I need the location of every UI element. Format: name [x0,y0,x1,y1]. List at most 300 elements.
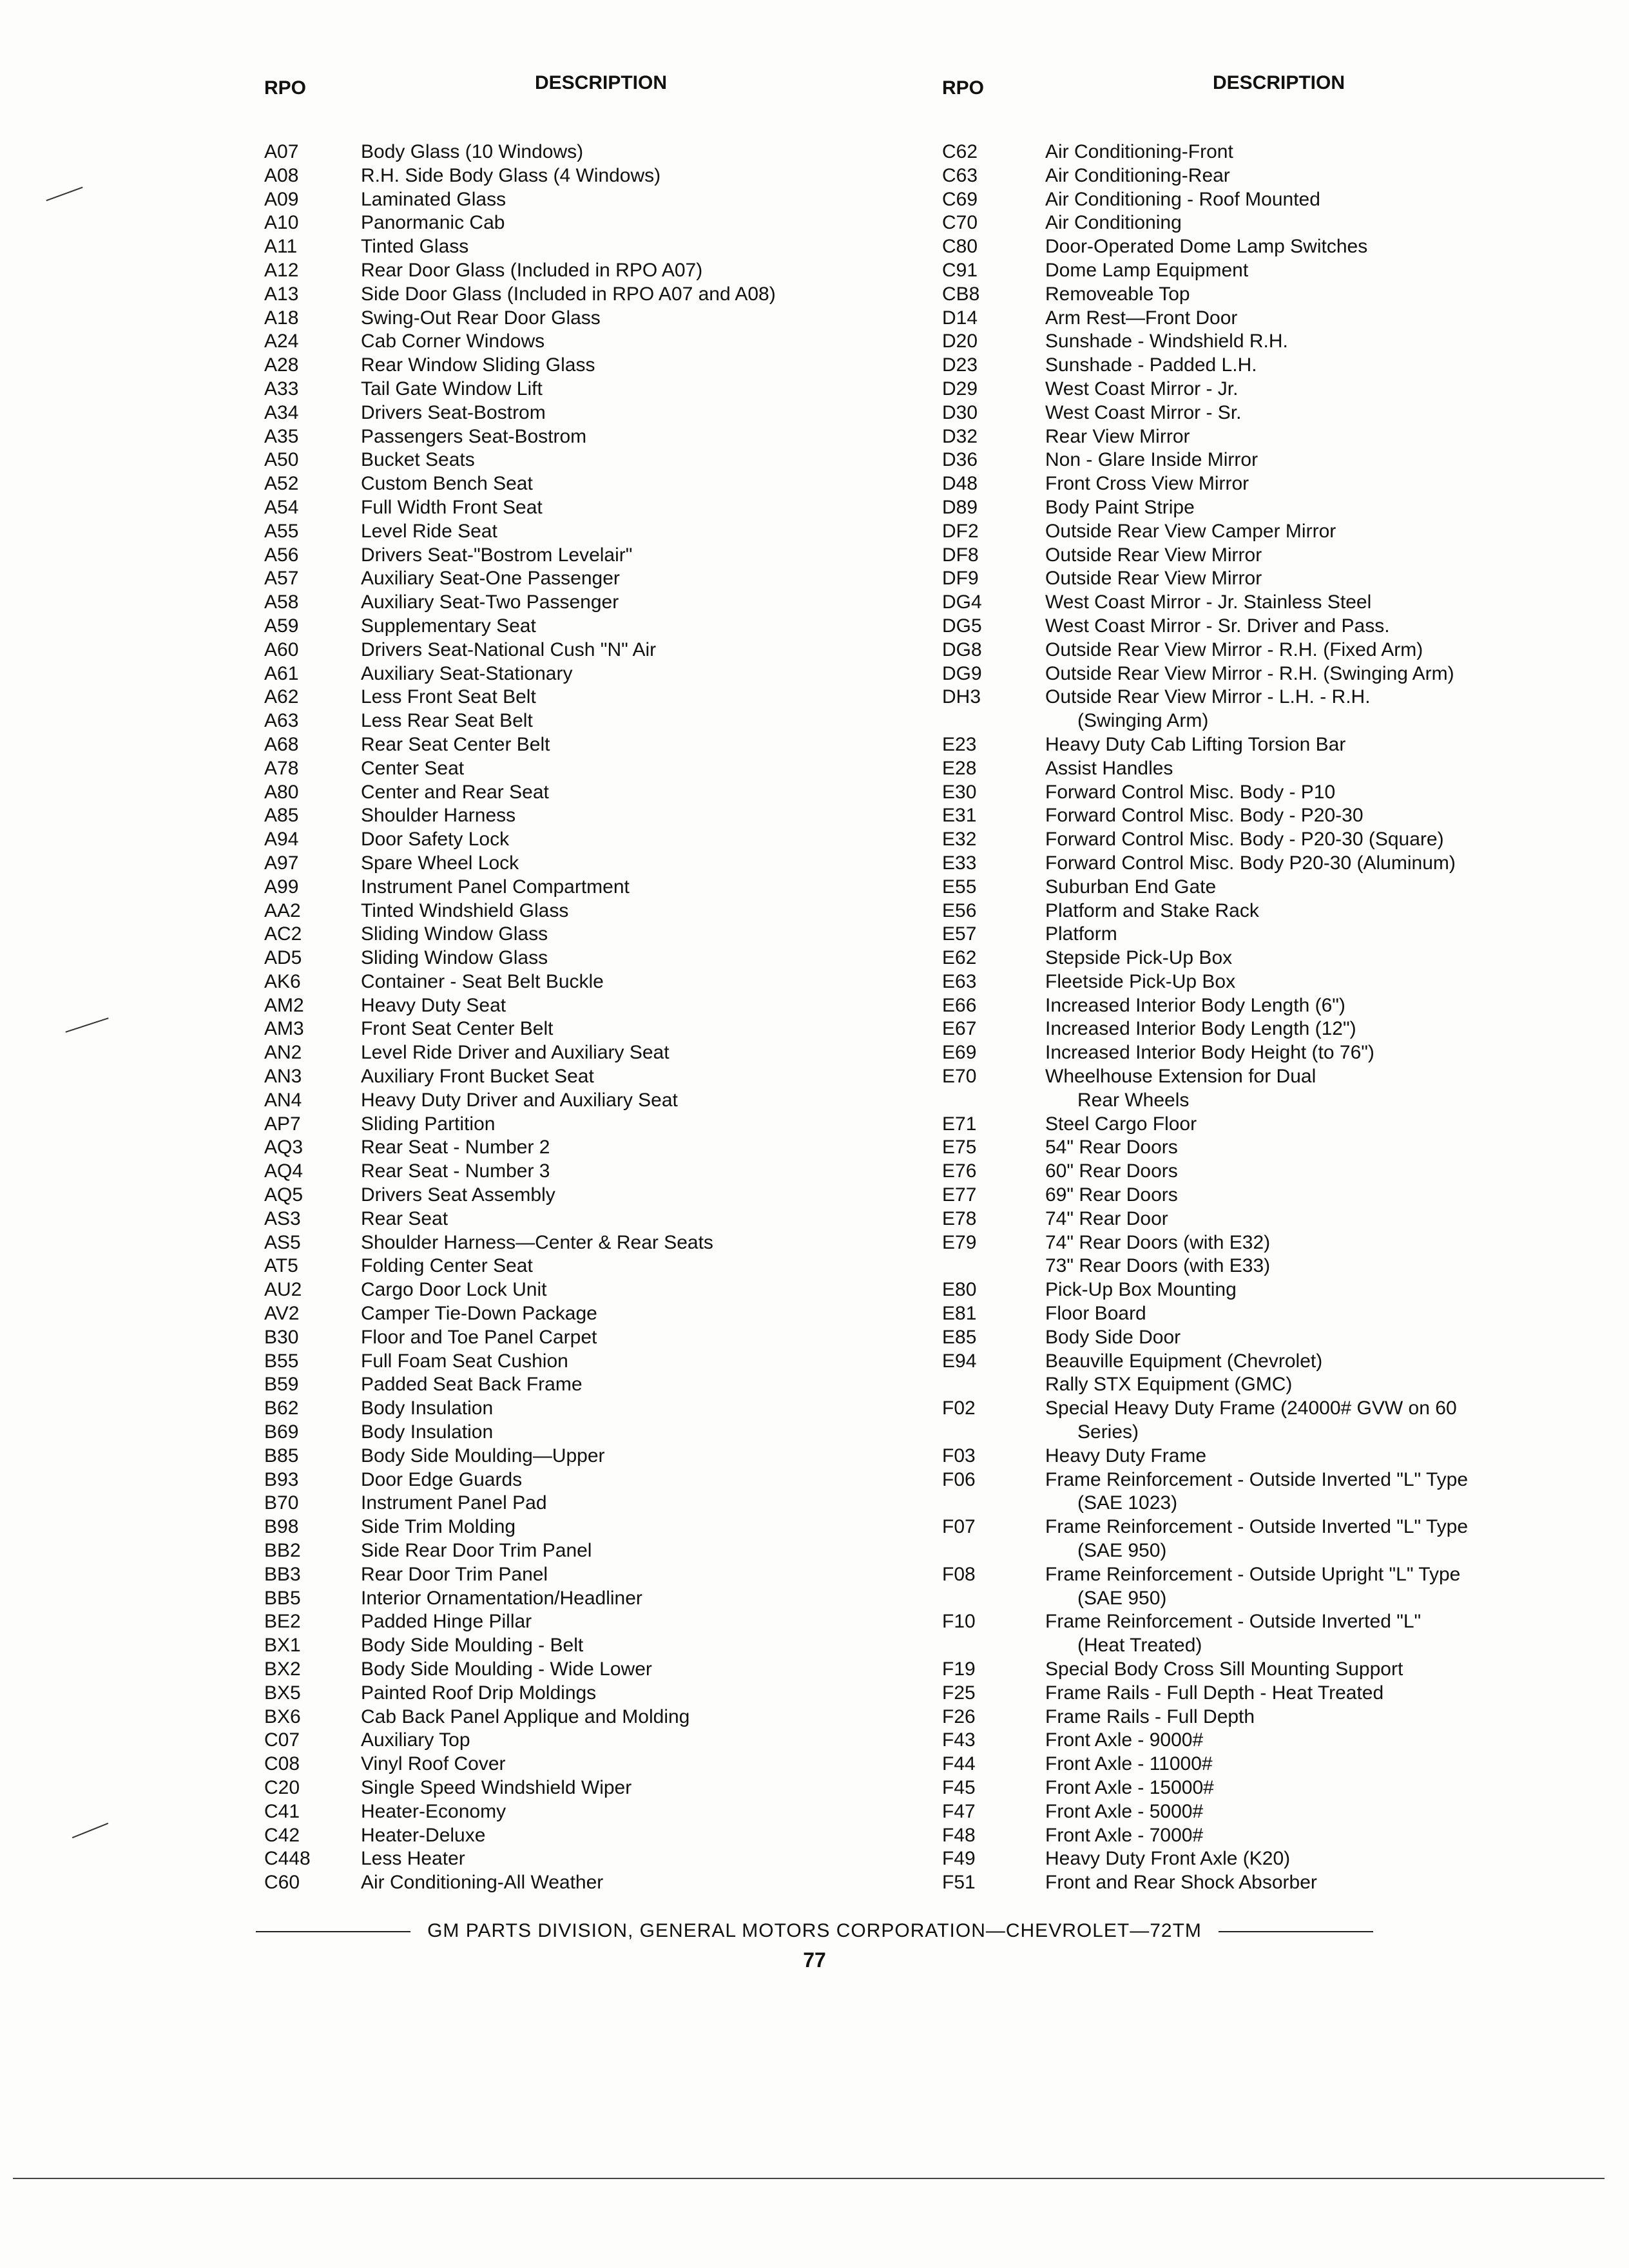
rpo-code: A55 [264,520,299,542]
rpo-description: Cargo Door Lock Unit [361,1279,547,1301]
list-item [942,354,1593,378]
list-item [942,496,1593,520]
rpo-description: Instrument Panel Pad [361,1492,547,1514]
rpo-code: BE2 [264,1611,301,1633]
rpo-code: E28 [942,757,977,779]
rpo-description: Stepside Pick-Up Box [1045,947,1233,969]
rpo-description: Outside Rear View Mirror [1045,568,1262,590]
rpo-description: 54" Rear Doors [1045,1137,1178,1158]
rpo-description: (Heat Treated) [1077,1635,1202,1657]
rpo-description: Frame Reinforcement - Outside Inverted "L" Type [1045,1468,1469,1490]
rpo-description: Side Rear Door Trim Panel [361,1540,592,1562]
list-item [942,1113,1593,1137]
scan-mark [46,187,82,201]
rpo-description: Rear Window Sliding Glass [361,354,595,376]
list-item [264,1587,941,1611]
rpo-description: (Swinging Arm) [1077,710,1209,732]
rpo-code: DG9 [942,662,982,684]
right-column-header [942,70,1593,140]
list-item [942,401,1593,425]
rpo-code: BX6 [264,1706,301,1727]
rpo-description: Single Speed Windshield Wiper [361,1776,632,1798]
rpo-description: 60" Rear Doors [1045,1160,1178,1182]
rpo-code: F51 [942,1872,976,1894]
rpo-code: C20 [264,1776,300,1798]
rpo-code: DF2 [942,520,979,542]
bottom-rule [13,2178,1605,2179]
rpo-code: E79 [942,1231,977,1253]
list-item [264,1871,941,1895]
rpo-description: Interior Ornamentation/Headliner [361,1587,642,1609]
rpo-code: E76 [942,1160,977,1182]
list-item [942,1089,1593,1113]
rpo-description: (SAE 1023) [1077,1492,1178,1514]
rpo-description: Cab Corner Windows [361,331,545,352]
list-item [264,520,941,544]
list-item [942,1706,1593,1729]
rpo-description: Wheelhouse Extension for Dual [1045,1066,1316,1088]
rpo-code: AM3 [264,1018,304,1040]
rpo-description: Center and Rear Seat [361,781,549,803]
rpo-code: DG4 [942,591,982,613]
rpo-description: Frame Rails - Full Depth - Heat Treated [1045,1682,1384,1704]
list-item [264,448,941,472]
rpo-code: D32 [942,425,978,447]
list-item [264,1421,941,1445]
list-item [264,781,941,805]
rpo-description: Drivers Seat-National Cush "N" Air [361,639,657,660]
rpo-code: D23 [942,354,978,376]
rpo-code: C42 [264,1824,300,1846]
rpo-description: Heavy Duty Front Axle (K20) [1045,1848,1291,1870]
rpo-code: F45 [942,1776,976,1798]
list-item [942,1421,1593,1445]
rpo-code: E63 [942,970,977,992]
rpo-code [942,1373,1045,1397]
rpo-description: Heavy Duty Frame [1045,1445,1207,1466]
rpo-description: Outside Rear View Mirror [1045,544,1262,566]
rpo-code: A12 [264,259,299,281]
rpo-description: Front Cross View Mirror [1045,473,1249,495]
rpo-code: E57 [942,923,977,945]
list-item [942,733,1593,757]
list-item [942,1254,1593,1278]
rpo-code: C07 [264,1729,300,1751]
rpo-code: A10 [264,212,299,234]
rpo-code: AS5 [264,1231,301,1253]
rpo-description: Frame Reinforcement - Outside Inverted "L" Type [1045,1516,1469,1538]
rpo-description: Rear Seat Center Belt [361,733,550,755]
rpo-description: Less Heater [361,1848,465,1870]
rpo-code: DF8 [942,544,979,566]
rpo-code: A50 [264,449,299,471]
list-item [264,1539,941,1563]
rpo-code: AV2 [264,1303,300,1325]
rpo-code: B85 [264,1445,299,1466]
rpo-code: C80 [942,236,978,258]
list-item [942,211,1593,235]
list-item [264,1136,941,1160]
list-item [942,1231,1593,1255]
left-column [264,70,941,1895]
rpo-code: A78 [264,757,299,779]
rpo-description: Rear Door Glass (Included in RPO A07) [361,259,703,281]
rpo-description: Increased Interior Body Length (12") [1045,1018,1356,1040]
list-item [264,472,941,496]
rpo-code: AA2 [264,899,301,921]
list-item [942,448,1593,472]
list-item [942,1871,1593,1895]
rpo-code: C91 [942,259,978,281]
list-item [942,259,1593,283]
rpo-description: Floor Board [1045,1303,1146,1325]
rpo-code: F43 [942,1729,976,1751]
rpo-code: C60 [264,1872,300,1894]
rpo-description: Swing-Out Rear Door Glass [361,307,601,329]
list-item [264,1634,941,1658]
rpo-code: AU2 [264,1279,302,1301]
rpo-description: Forward Control Misc. Body - P10 [1045,781,1336,803]
rpo-code: D14 [942,307,978,329]
list-item [264,686,941,709]
rpo-description: Tinted Windshield Glass [361,899,569,921]
list-item [942,378,1593,401]
rpo-code: A11 [264,236,298,258]
rpo-code: BX2 [264,1658,301,1680]
list-item [942,1136,1593,1160]
list-item [264,1278,941,1302]
rpo-code: E31 [942,805,977,827]
rpo-description: Rally STX Equipment (GMC) [1045,1374,1293,1396]
rpo-code: F02 [942,1398,976,1419]
list-item [942,970,1593,994]
list-item [942,1610,1593,1634]
list-item [942,615,1593,639]
rpo-code: AC2 [264,923,302,945]
rpo-code: E75 [942,1137,977,1158]
rpo-code: F06 [942,1468,976,1490]
list-item [264,140,941,164]
list-item [264,899,941,923]
rpo-description: 73" Rear Doors (with E33) [1045,1255,1271,1277]
rpo-code: E94 [942,1350,977,1372]
rpo-code: A94 [264,829,299,850]
rpo-description: Folding Center Seat [361,1255,533,1277]
list-item [264,1326,941,1350]
rpo-code: D29 [942,378,978,399]
rpo-description: Padded Hinge Pillar [361,1611,532,1633]
list-item [264,567,941,591]
rpo-description: Forward Control Misc. Body - P20-30 (Square) [1045,829,1444,850]
rpo-description: Increased Interior Body Height (to 76") [1045,1042,1374,1064]
rpo-code: E78 [942,1207,977,1229]
footer-text: GM PARTS DIVISION, GENERAL MOTORS CORPORATION—CHEVROLET—72TM [427,1920,1202,1941]
list-item [264,709,941,733]
rpo-code: F03 [942,1445,976,1466]
rpo-code: F08 [942,1563,976,1585]
rpo-code: A61 [264,662,299,684]
list-item [264,211,941,235]
list-item [264,639,941,662]
rpo-description: Painted Roof Drip Moldings [361,1682,597,1704]
rpo-description: (SAE 950) [1077,1540,1167,1562]
rpo-code: F44 [942,1753,976,1775]
list-item [942,1278,1593,1302]
list-item [942,876,1593,899]
rpo-code: F19 [942,1658,976,1680]
rpo-code: AN4 [264,1089,302,1111]
list-item [942,1539,1593,1563]
rpo-code: B70 [264,1492,299,1514]
rpo-description: Door-Operated Dome Lamp Switches [1045,236,1368,258]
rpo-description: Vinyl Roof Cover [361,1753,506,1775]
rpo-description: Rear Seat - Number 2 [361,1137,550,1158]
rpo-description: Auxiliary Seat-Two Passenger [361,591,619,613]
rpo-description: Outside Rear View Camper Mirror [1045,520,1336,542]
rpo-description: Body Side Door [1045,1326,1181,1348]
rpo-code: AM2 [264,994,304,1016]
list-item [264,852,941,876]
rpo-description: Door Edge Guards [361,1468,523,1490]
list-item [264,947,941,970]
rpo-description: Full Foam Seat Cushion [361,1350,568,1372]
list-item [942,1468,1593,1492]
list-item [942,544,1593,568]
rpo-description: Body Side Moulding—Upper [361,1445,605,1466]
rpo-description: Side Door Glass (Included in RPO A07 and A08) [361,283,776,305]
rpo-description: Auxiliary Front Bucket Seat [361,1066,594,1088]
description-heading: DESCRIPTION [1213,72,1345,93]
rpo-code: C448 [264,1848,311,1870]
list-item [942,852,1593,876]
list-item [942,188,1593,212]
rpo-code: A33 [264,378,299,399]
rpo-description: Shoulder Harness—Center & Rear Seats [361,1231,713,1253]
rpo-description: Air Conditioning [1045,212,1182,234]
rpo-code: E81 [942,1303,977,1325]
list-item [942,591,1593,615]
rpo-code: AK6 [264,970,301,992]
rpo-code: A28 [264,354,299,376]
rpo-code: BB2 [264,1540,301,1562]
rpo-description: Platform and Stake Rack [1045,899,1259,921]
list-item [264,1397,941,1421]
list-item [942,283,1593,307]
list-item [264,1207,941,1231]
rpo-code: AP7 [264,1113,301,1135]
rpo-description: Center Seat [361,757,465,779]
rpo-description: Auxiliary Seat-One Passenger [361,568,620,590]
rpo-code [942,1587,1045,1611]
list-item [942,639,1593,662]
rpo-code: AN2 [264,1042,302,1064]
rpo-description: Steel Cargo Floor [1045,1113,1197,1135]
rpo-description: Body Insulation [361,1421,494,1443]
rpo-code: F49 [942,1848,976,1870]
list-item [264,1847,941,1871]
rpo-description: Camper Tie-Down Package [361,1303,597,1325]
rpo-code: A52 [264,473,299,495]
rpo-description: Drivers Seat-Bostrom [361,401,546,423]
right-rpo-list [942,140,1593,1895]
rpo-code: F47 [942,1800,976,1822]
list-item [264,1445,941,1468]
list-item [264,828,941,852]
rpo-description: Arm Rest—Front Door [1045,307,1238,329]
rpo-code: D89 [942,496,978,518]
list-item [264,1184,941,1207]
rpo-code: A60 [264,639,299,660]
rpo-description: Auxiliary Top [361,1729,470,1751]
rpo-code: E71 [942,1113,977,1135]
rpo-code: A18 [264,307,299,329]
rpo-description: Increased Interior Body Length (6") [1045,994,1345,1016]
rpo-code: A62 [264,686,299,708]
rpo-code: AT5 [264,1255,298,1277]
rpo-description: Heater-Economy [361,1800,506,1822]
rpo-description: Full Width Front Seat [361,496,543,518]
list-item [264,1492,941,1515]
list-item [942,1847,1593,1871]
list-item [942,804,1593,828]
list-item [942,709,1593,733]
list-item [264,1706,941,1729]
rpo-description: Heavy Duty Driver and Auxiliary Seat [361,1089,678,1111]
rpo-code: F07 [942,1516,976,1538]
footer-rule-left [256,1931,410,1932]
rpo-description: Padded Seat Back Frame [361,1374,583,1396]
rpo-description: Front Seat Center Belt [361,1018,554,1040]
rpo-code: BB3 [264,1563,301,1585]
rpo-description: Cab Back Panel Applique and Molding [361,1706,690,1727]
rpo-description: Air Conditioning-Rear [1045,164,1230,186]
rpo-code [942,709,1045,733]
rpo-code: D30 [942,401,978,423]
list-item [264,1302,941,1326]
rpo-description: Sunshade - Windshield R.H. [1045,331,1288,352]
rpo-description: Heavy Duty Cab Lifting Torsion Bar [1045,733,1346,755]
list-item [942,140,1593,164]
rpo-description: Fleetside Pick-Up Box [1045,970,1236,992]
list-item [264,615,941,639]
rpo-description: Custom Bench Seat [361,473,533,495]
rpo-code: A85 [264,805,299,827]
description-heading: DESCRIPTION [535,72,668,93]
list-item [264,1373,941,1397]
rpo-code: E33 [942,852,977,874]
list-item [942,472,1593,496]
list-item [942,235,1593,259]
rpo-description: Laminated Glass [361,188,506,210]
left-column-header [264,70,941,140]
rpo-code: B30 [264,1326,299,1348]
rpo-code: D20 [942,331,978,352]
rpo-code: B55 [264,1350,299,1372]
rpo-description: Sliding Window Glass [361,923,548,945]
list-item [264,1089,941,1113]
list-item [264,994,941,1018]
list-item [264,235,941,259]
list-item [264,307,941,331]
list-item [942,1350,1593,1374]
rpo-description: 69" Rear Doors [1045,1184,1178,1206]
list-item [264,1468,941,1492]
list-item [942,1184,1593,1207]
list-item [264,401,941,425]
rpo-code: A58 [264,591,299,613]
rpo-code: A56 [264,544,299,566]
rpo-description: Heater-Deluxe [361,1824,486,1846]
footer-rule-right [1219,1931,1373,1932]
list-item [942,1397,1593,1421]
list-item [942,1753,1593,1776]
rpo-description: Assist Handles [1045,757,1173,779]
rpo-description: Outside Rear View Mirror - R.H. (Fixed Arm) [1045,639,1423,660]
rpo-description: Body Side Moulding - Wide Lower [361,1658,652,1680]
rpo-code: E69 [942,1042,977,1064]
rpo-code: A80 [264,781,299,803]
rpo-description: Special Heavy Duty Frame (24000# GVW on 60 [1045,1398,1457,1419]
left-rpo-list [264,140,941,1895]
rpo-code: E32 [942,829,977,850]
rpo-description: Front Axle - 11000# [1045,1753,1213,1775]
list-item [264,330,941,354]
rpo-description: Level Ride Seat [361,520,497,542]
list-item [264,259,941,283]
rpo-code [942,1254,1045,1278]
rpo-description: West Coast Mirror - Sr. [1045,401,1242,423]
rpo-description: Panormanic Cab [361,212,505,234]
rpo-code: E66 [942,994,977,1016]
rpo-code: C08 [264,1753,300,1775]
rpo-description: Frame Reinforcement - Outside Inverted "L" [1045,1611,1422,1633]
rpo-code: A97 [264,852,299,874]
rpo-description: R.H. Side Body Glass (4 Windows) [361,164,661,186]
rpo-code: BX5 [264,1682,301,1704]
rpo-description: Special Body Cross Sill Mounting Support [1045,1658,1403,1680]
scan-mark [72,1823,108,1838]
list-item [942,1160,1593,1184]
rpo-description: Rear Wheels [1077,1089,1190,1111]
rpo-code: E67 [942,1018,977,1040]
list-item [942,1682,1593,1706]
right-column [942,70,1593,1895]
list-item [264,1017,941,1041]
page-footer [0,1920,1629,1942]
rpo-description: Drivers Seat-"Bostrom Levelair" [361,544,633,566]
rpo-description: Non - Glare Inside Mirror [1045,449,1258,471]
rpo-code: A08 [264,164,299,186]
rpo-code: AQ5 [264,1184,304,1206]
rpo-description: Air Conditioning-Front [1045,141,1233,162]
rpo-code: DG8 [942,639,982,660]
list-item [942,828,1593,852]
rpo-code: AD5 [264,947,302,969]
list-item [264,496,941,520]
rpo-description: Removeable Top [1045,283,1190,305]
rpo-description: Drivers Seat Assembly [361,1184,555,1206]
rpo-code: A13 [264,283,299,305]
rpo-code: A09 [264,188,299,210]
list-item [942,1445,1593,1468]
list-item [264,1658,941,1682]
rpo-description: Rear View Mirror [1045,425,1190,447]
rpo-description: Front Axle - 15000# [1045,1776,1214,1798]
rpo-heading: RPO [942,77,985,99]
rpo-description: Front Axle - 5000# [1045,1800,1204,1822]
rpo-code [942,1089,1045,1113]
rpo-code: BX1 [264,1635,301,1657]
